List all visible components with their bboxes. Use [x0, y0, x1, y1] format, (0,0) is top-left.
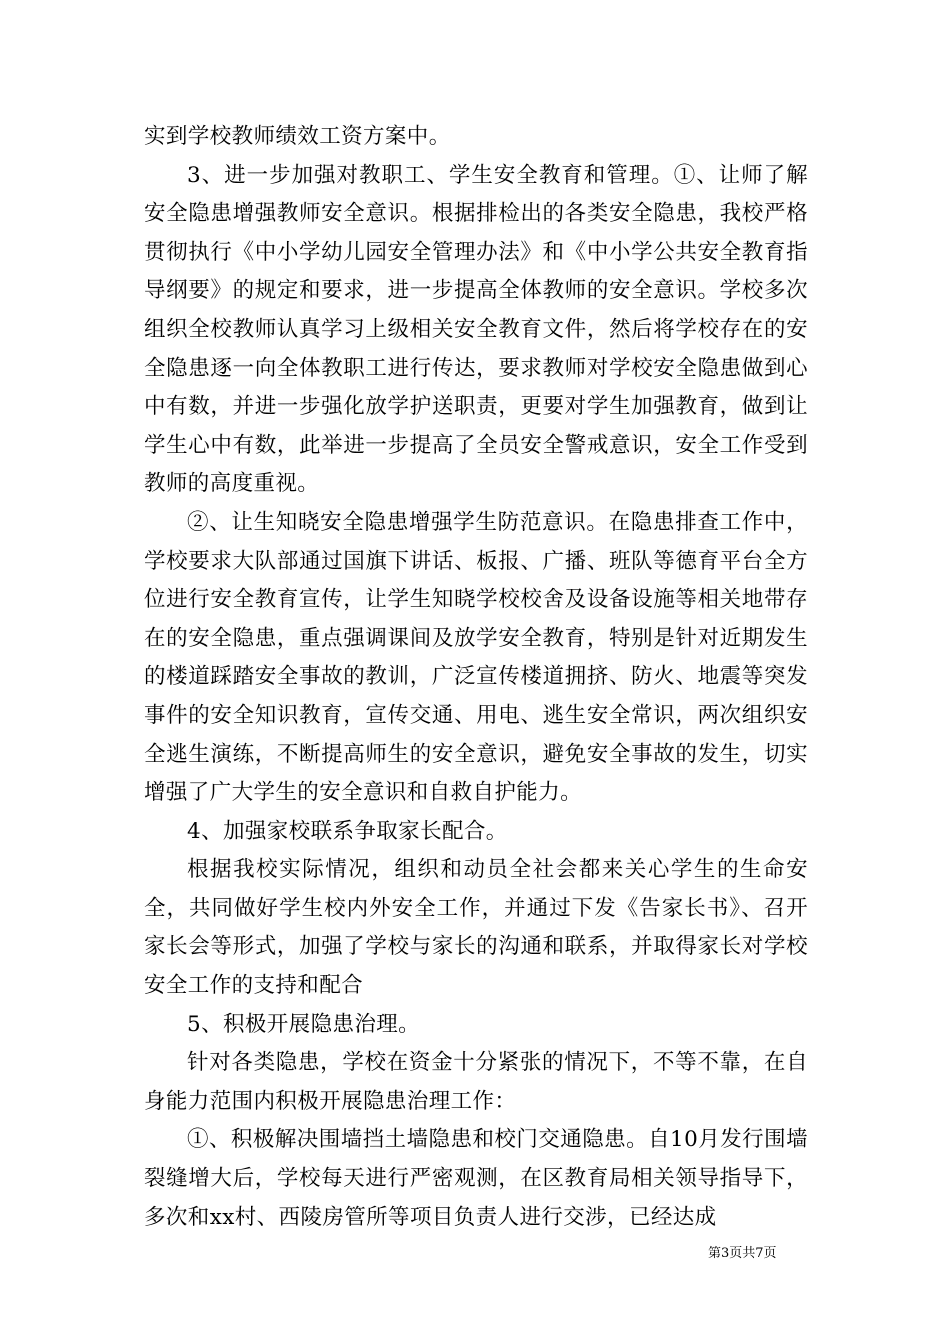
- paragraph-wall-hazard: ①、积极解决围墙挡土墙隐患和校门交通隐患。自10月发行围墙裂缝增大后，学校每天进行严密观测，在区教育局相关领导指导下，多次和xx村、西陵房管所等项目负责人进行交涉，已经达成: [144, 1127, 808, 1230]
- paragraph-staff-safety-education: 3、进一步加强对教职工、学生安全教育和管理。①、让师了解安全隐患增强教师安全意识。根据排检出的各类安全隐患，我校严格贯彻执行《中小学幼儿园安全管理办法》和《中小学公共安全教育指导纲要》的规定和要求，进一步提高全体教师的安全意识。学校多次组织全校教师认真学习上级相关安全教育文件，然后将学校存在的安全隐患逐一向全体教职工进行传达，要求教师对学校安全隐患做到心中有数，并进一步强化放学护送职责，更要对学生加强教育，做到让学生心中有数，此举进一步提高了全员安全警戒意识，安全工作受到教师的高度重视。: [144, 162, 808, 497]
- paragraph-student-safety-awareness: ②、让生知晓安全隐患增强学生防范意识。在隐患排查工作中，学校要求大队部通过国旗下讲话、板报、广播、班队等德育平台全方位进行安全教育宣传，让学生知晓学校校舍及设备设施等相关地带存在的安全隐患，重点强调课间及放学安全教育，特别是针对近期发生的楼道踩踏安全事故的教训，广泛宣传楼道拥挤、防火、地震等突发事件的安全知识教育，宣传交通、用电、逃生安全常识，两次组织安全逃生演练，不断提高师生的安全意识，避免安全事故的发生，切实增强了广大学生的安全意识和自救自护能力。: [144, 509, 808, 806]
- paragraph-continuation: 实到学校教师绩效工资方案中。: [144, 124, 451, 149]
- document-body: [144, 118, 808, 1237]
- paragraph-heading-home-school-contact: 4、加强家校联系争取家长配合。: [187, 818, 508, 844]
- paragraph-heading-hazard-treatment: 5、积极开展隐患治理。: [187, 1011, 421, 1037]
- paragraph-home-school-contact: 根据我校实际情况，组织和动员全社会都来关心学生的生命安全，共同做好学生校内外安全工作，并通过下发《告家长书》、召开家长会等形式，加强了学校与家长的沟通和联系，并取得家长对学校安全工作的支持和配合: [144, 857, 808, 999]
- paragraph-hazard-treatment: 针对各类隐患，学校在资金十分紧张的情况下，不等不靠，在自身能力范围内积极开展隐患治理工作：: [144, 1050, 808, 1114]
- page-number: 第3页共7页: [708, 1246, 777, 1261]
